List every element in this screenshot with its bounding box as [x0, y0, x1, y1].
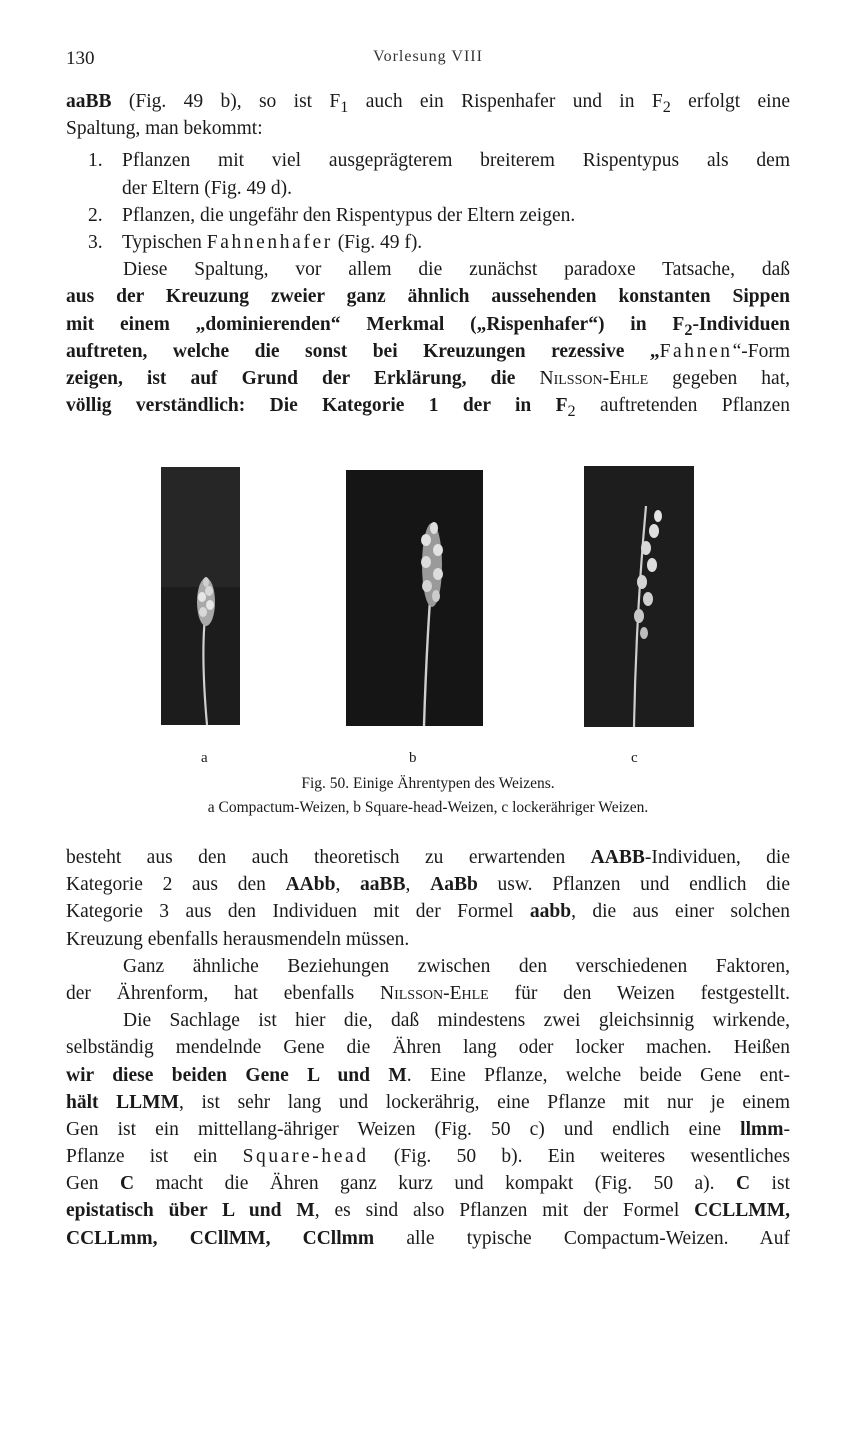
- list-item: 2. Pflanzen, die ungefähr den Rispentypus der Eltern zeigen.: [66, 202, 790, 229]
- list-item: 1. Pflanzen mit viel ausgeprägterem breiterem Rispentypus als dem: [66, 147, 790, 174]
- text-line: aaBB (Fig. 49 b), so ist $F_1$ auch ein Rispenhafer und in $F_2$ erfolgt eine: [66, 91, 790, 116]
- figure-caption-legend: a Compactum-Weizen, b Square-head-Weizen, c lockerähriger Weizen.: [207, 799, 649, 816]
- photo-lax-wheat: [584, 466, 694, 727]
- running-title: Vorlesung VIII: [373, 48, 483, 65]
- list-item: 3. Typischen Fahnenhafer (Fig. 49 f).: [66, 229, 790, 256]
- text-line: aus der Kreuzung zweier ganz ähnlich aussehenden konstanten Sippen: [66, 286, 790, 308]
- figure-caption-title: Fig. 50. Einige Ährentypen des Weizens.: [301, 775, 555, 792]
- photo-square-head-wheat: [346, 470, 483, 726]
- text-line: wir diese beiden Gene L und M. Eine Pflanze, welche beide Gene ent-: [66, 1064, 790, 1086]
- text-line: mit einem „dominierenden“ Merkmal („Rispenhafer“) in $F_2$-Individuen: [66, 313, 790, 338]
- list-number: 2.: [88, 204, 103, 226]
- text-block-top: [66, 88, 790, 419]
- text-line: Spaltung, man bekommt:: [66, 118, 263, 140]
- list-number: 1.: [88, 150, 103, 172]
- photo-compactum-wheat: [161, 467, 240, 725]
- figure-label-c: c: [631, 750, 638, 766]
- text-line: Kreuzung ebenfalls herausmendeln müssen.: [66, 928, 410, 950]
- text-line: völlig verständlich: Die Kategorie 1 der in $F_2$ auftretenden Pflanzen: [66, 395, 790, 420]
- text-line: Diese Spaltung, vor allem die zunächst paradoxe Tatsache, daß: [123, 259, 790, 281]
- text-line: selbständig mendelnde Gene die Ähren lang oder locker machen. Heißen: [66, 1037, 790, 1059]
- text-line: Kategorie 3 aus den Individuen mit der Formel aabb, die aus einer solchen: [66, 901, 790, 923]
- text-line: CCLLmm, CCllMM, CCllmm alle typische Compactum-Weizen. Auf: [66, 1227, 790, 1249]
- text-line: Die Sachlage ist hier die, daß mindestens zwei gleichsinnig wirkende,: [123, 1010, 790, 1032]
- text-line: besteht aus den auch theoretisch zu erwartenden AABB-Individuen, die: [66, 847, 790, 868]
- text-line: Gen C macht die Ähren ganz kurz und kompakt (Fig. 50 a). C ist: [66, 1173, 790, 1195]
- list-number: 3.: [88, 231, 103, 253]
- text-line: zeigen, ist auf Grund der Erklärung, die Nilsson-Ehle gegeben hat,: [66, 367, 790, 389]
- text-line: Ganz ähnliche Beziehungen zwischen den verschiedenen Faktoren,: [123, 955, 790, 977]
- numbered-list: [66, 147, 790, 256]
- text-line: der Ährenform, hat ebenfalls Nilsson-Ehle für den Weizen festgestellt.: [66, 982, 790, 1004]
- page-number: 130: [66, 48, 95, 69]
- text-block-bottom: [66, 844, 790, 1252]
- figure-label-a: a: [201, 750, 208, 766]
- text-line: auftreten, welche die sonst bei Kreuzungen rezessive „Fahnen“-Form: [66, 340, 790, 362]
- text-line: hält LLMM, ist sehr lang und lockerährig, eine Pflanze mit nur je einem: [66, 1091, 790, 1113]
- text-line: Gen ist ein mittellang-ähriger Weizen (Fig. 50 c) und endlich eine llmm-: [66, 1118, 790, 1140]
- text-line: Pflanze ist ein Square-head (Fig. 50 b). Ein weiteres wesentliches: [66, 1146, 790, 1168]
- figure-label-b: b: [409, 750, 417, 766]
- text-line: epistatisch über L und M, es sind also Pflanzen mit der Formel CCLLMM,: [66, 1200, 790, 1222]
- list-item-continuation: der Eltern (Fig. 49 d).: [122, 177, 293, 199]
- page-header: [66, 48, 790, 72]
- text-line: Kategorie 2 aus den AAbb, aaBB, AaBb usw. Pflanzen und endlich die: [66, 874, 790, 896]
